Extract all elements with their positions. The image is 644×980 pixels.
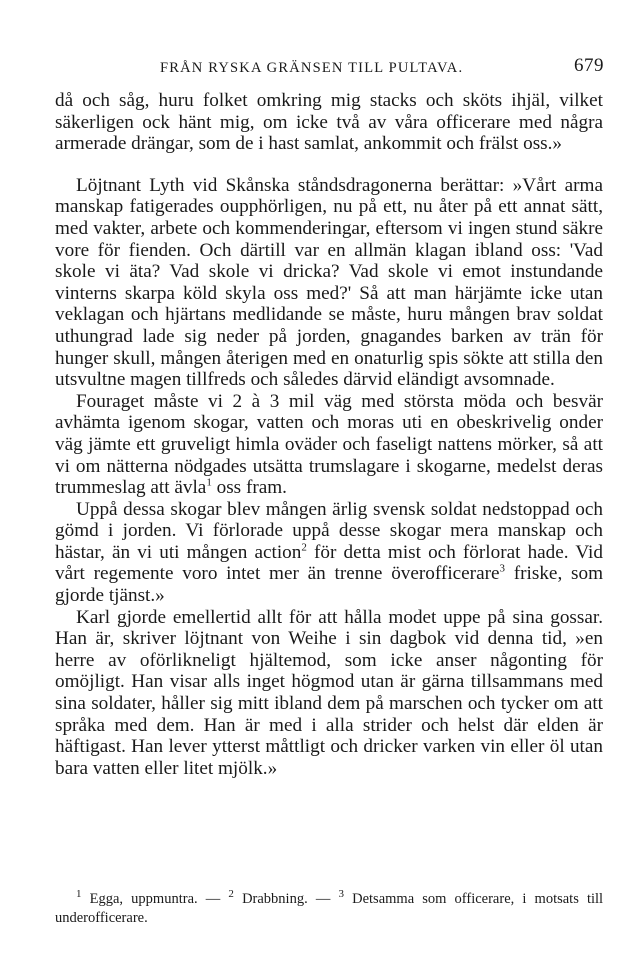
paragraph-text: för detta mist och förlorat hade. Vid vårt regemente voro intet mer än trenne överofficerare <box>55 541 603 585</box>
paragraph <box>55 391 603 499</box>
footnote-text: Drabbning. <box>242 891 308 907</box>
body-text <box>55 90 603 779</box>
footnote-marker: 3 <box>338 888 344 901</box>
paragraph: då och såg, huru folket omkring mig stacks och sköts ihjäl, vilket säkerligen ock hänt mig, om icke två av våra officerare med några armerade drängar, som de i hast samlat, ankommit och frälst oss.» <box>55 90 603 155</box>
running-title: FRÅN RYSKA GRÄNSEN TILL PULTAVA. <box>160 60 464 76</box>
footnote-text: Egga, uppmuntra. <box>89 891 198 907</box>
paragraph-text: Uppå dessa skogar blev mången ärlig svensk soldat nedstoppad och gömd i jorden. Vi förlorade uppå desse skogar mera manskap och hästar, än vi uti mången action <box>55 498 603 563</box>
paragraph: Löjtnant Lyth vid Skånska ståndsdragonerna berättar: »Vårt arma manskap fatigerades oupphörligen, nu på ett, nu åter på ett annat sätt, med vakter, arbete och kommenderingar, eftersom vi ingen stund säkre vore för fienden. Och därtill var en allmän klagan ibland oss: 'Vad skole vi äta? Vad skole vi dricka? Vad skole vi emot instundande vinterns skarpa köld skyla oss med?' Så att man härjämte icke utan veklagan och hjärtans medlidande se måste, huru mången brav soldat uthungrad lade sig neder på jorden, gnagandes barken av trän för hunger skull, mången återigen med en onaturlig spis sökte att stilla den utsvultne magen tillfreds och således därvid eländigt avsomnade. <box>55 174 603 391</box>
footnote-separator: — <box>205 891 221 907</box>
page-number: 679 <box>574 55 604 76</box>
paragraph: Karl gjorde emellertid allt för att hålla modet uppe på sina gossar. Han är, skriver löjtnant von Weihe i sin dagbok vid denna tid, »en herre av oförlikneligt hjältemod, som icke anser någonting för omöjligt. Han visar alls inget högmod utan är gärna tillsammans med sina soldater, håller sig mitt ibland dem på marschen och tycker om att språka med dem. Han är med i alla strider och helst där elden är häftigast. Han lever ytterst måttligt och dricker varken vin eller öl utan bara vatten eller litet mjölk.» <box>55 606 603 779</box>
footnote-marker: 1 <box>76 888 82 901</box>
footnote-text: Detsamma som officerare, i motsats till underofficerare. <box>55 891 604 926</box>
footnote-ref: 1 <box>206 476 212 489</box>
footnote-separator: — <box>315 891 331 907</box>
footnotes <box>55 890 603 928</box>
paragraph-text: Fouraget måste vi 2 à 3 mil väg med största möda och besvär avhämta igenom skogar, vatten och moras uti en obeskrivelig onder väg jämte ett gruveligt himla oväder och faseligt nattens mörker, så att vi om nätterna nödgades utsätta trumslagare i skogarne, medelst deras trummeslag att ävla <box>55 390 603 499</box>
paragraph-text: friske, som gjorde tjänst.» <box>55 563 603 607</box>
footnote-ref: 3 <box>499 563 505 576</box>
paragraph <box>55 499 603 607</box>
paragraph-text: oss fram. <box>216 477 287 499</box>
footnote-ref: 2 <box>301 541 307 554</box>
footnote-marker: 2 <box>228 888 234 901</box>
